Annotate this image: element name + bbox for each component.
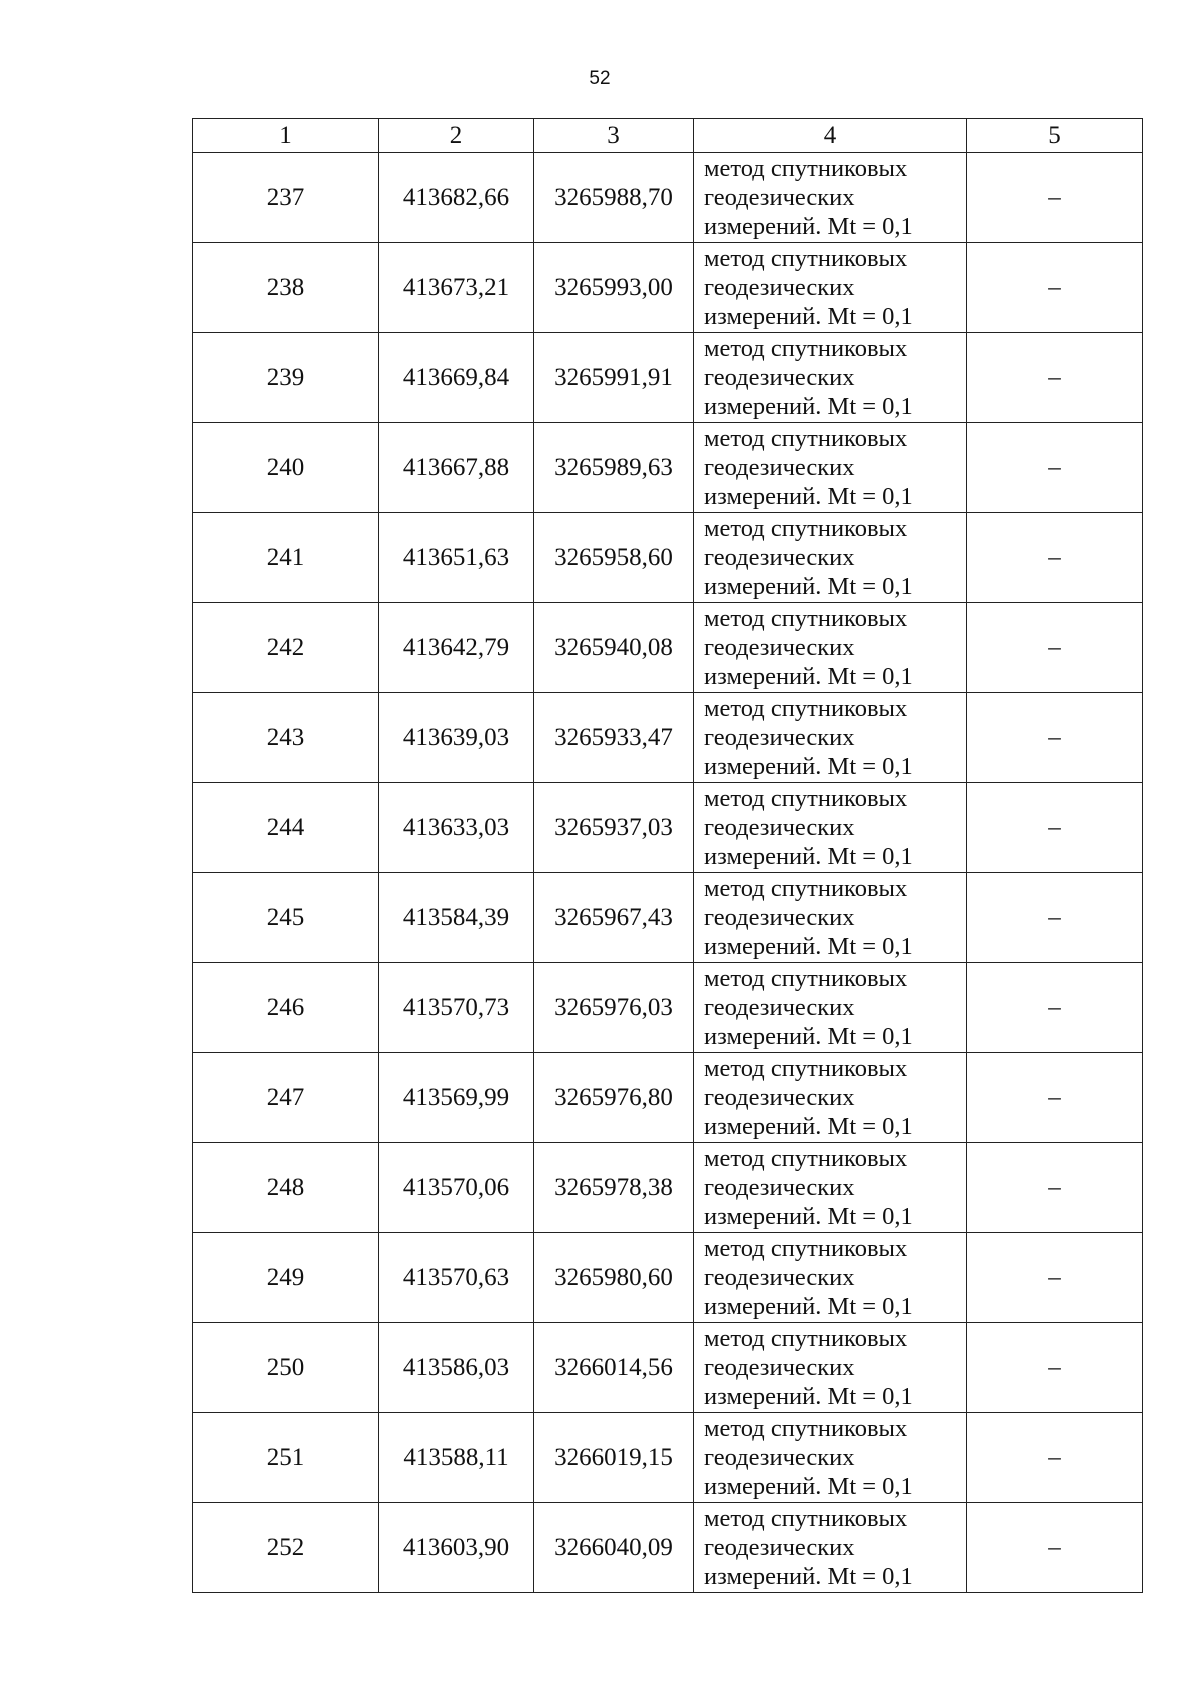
method-line: измерений. Mt = 0,1 [704,663,913,690]
point-number-cell: 246 [193,963,379,1053]
point-number-cell: 244 [193,783,379,873]
method-line: геодезических [704,1534,855,1561]
point-number-cell: 240 [193,423,379,513]
method-line: измерений. Mt = 0,1 [704,213,913,240]
header-col-2: 2 [379,119,534,153]
method-line: измерений. Mt = 0,1 [704,1293,913,1320]
y-coordinate-cell: 3265937,03 [534,783,694,873]
method-line: геодезических [704,544,855,571]
x-coordinate-cell: 413669,84 [379,333,534,423]
method-line: геодезических [704,1354,855,1381]
table-row [193,873,1143,963]
point-number-cell: 239 [193,333,379,423]
description-cell: – [967,693,1143,783]
description-cell: – [967,1053,1143,1143]
method-line: геодезических [704,1444,855,1471]
point-number-cell: 252 [193,1503,379,1593]
x-coordinate-cell: 413584,39 [379,873,534,963]
table-header [193,119,1143,153]
description-cell: – [967,1413,1143,1503]
point-number-cell: 241 [193,513,379,603]
method-line: метод спутниковых [704,245,908,272]
method-line: геодезических [704,634,855,661]
method-line: метод спутниковых [704,695,908,722]
method-cell [694,693,967,783]
point-number-cell: 245 [193,873,379,963]
point-number-cell: 249 [193,1233,379,1323]
y-coordinate-cell: 3265993,00 [534,243,694,333]
point-number-cell: 248 [193,1143,379,1233]
description-cell: – [967,1233,1143,1323]
coordinates-table [192,118,1143,1593]
method-cell [694,1053,967,1143]
method-line: измерений. Mt = 0,1 [704,1563,913,1590]
header-col-5: 5 [967,119,1143,153]
method-line: метод спутниковых [704,1415,908,1442]
description-cell: – [967,603,1143,693]
method-line: измерений. Mt = 0,1 [704,393,913,420]
point-number-cell: 243 [193,693,379,783]
method-line: метод спутниковых [704,425,908,452]
method-line: геодезических [704,454,855,481]
method-line: измерений. Mt = 0,1 [704,1113,913,1140]
method-line: метод спутниковых [704,1505,908,1532]
table-row [193,153,1143,243]
method-line: метод спутниковых [704,1145,908,1172]
method-line: геодезических [704,1084,855,1111]
table-row [193,1413,1143,1503]
method-line: измерений. Mt = 0,1 [704,1023,913,1050]
description-cell: – [967,1323,1143,1413]
method-line: метод спутниковых [704,1325,908,1352]
method-line: измерений. Mt = 0,1 [704,1383,913,1410]
method-line: метод спутниковых [704,1235,908,1262]
method-line: геодезических [704,364,855,391]
method-cell [694,963,967,1053]
x-coordinate-cell: 413651,63 [379,513,534,603]
method-cell [694,513,967,603]
header-col-3: 3 [534,119,694,153]
table-row [193,1233,1143,1323]
method-line: геодезических [704,1264,855,1291]
y-coordinate-cell: 3265958,60 [534,513,694,603]
method-cell [694,153,967,243]
x-coordinate-cell: 413570,06 [379,1143,534,1233]
table-row [193,1143,1143,1233]
x-coordinate-cell: 413570,73 [379,963,534,1053]
method-line: метод спутниковых [704,1055,908,1082]
x-coordinate-cell: 413673,21 [379,243,534,333]
x-coordinate-cell: 413570,63 [379,1233,534,1323]
y-coordinate-cell: 3265933,47 [534,693,694,783]
method-line: геодезических [704,724,855,751]
table-row [193,333,1143,423]
method-line: метод спутниковых [704,155,908,182]
point-number-cell: 247 [193,1053,379,1143]
method-cell [694,333,967,423]
method-line: измерений. Mt = 0,1 [704,843,913,870]
x-coordinate-cell: 413603,90 [379,1503,534,1593]
description-cell: – [967,783,1143,873]
method-line: геодезических [704,994,855,1021]
x-coordinate-cell: 413639,03 [379,693,534,783]
x-coordinate-cell: 413586,03 [379,1323,534,1413]
y-coordinate-cell: 3265988,70 [534,153,694,243]
y-coordinate-cell: 3265978,38 [534,1143,694,1233]
table-row [193,1053,1143,1143]
point-number-cell: 250 [193,1323,379,1413]
y-coordinate-cell: 3265940,08 [534,603,694,693]
method-line: геодезических [704,1174,855,1201]
method-cell [694,243,967,333]
table-row [193,1503,1143,1593]
point-number-cell: 237 [193,153,379,243]
point-number-cell: 242 [193,603,379,693]
y-coordinate-cell: 3266040,09 [534,1503,694,1593]
point-number-cell: 238 [193,243,379,333]
method-line: измерений. Mt = 0,1 [704,483,913,510]
table-row [193,783,1143,873]
y-coordinate-cell: 3266014,56 [534,1323,694,1413]
method-cell [694,873,967,963]
method-line: измерений. Mt = 0,1 [704,1203,913,1230]
method-line: измерений. Mt = 0,1 [704,303,913,330]
method-cell [694,1503,967,1593]
description-cell: – [967,423,1143,513]
x-coordinate-cell: 413667,88 [379,423,534,513]
method-line: метод спутниковых [704,515,908,542]
page-number: 52 [589,68,611,89]
table-row [193,603,1143,693]
table-row [193,1323,1143,1413]
y-coordinate-cell: 3265976,80 [534,1053,694,1143]
description-cell: – [967,873,1143,963]
method-line: измерений. Mt = 0,1 [704,933,913,960]
x-coordinate-cell: 413633,03 [379,783,534,873]
method-line: измерений. Mt = 0,1 [704,573,913,600]
description-cell: – [967,1143,1143,1233]
method-line: измерений. Mt = 0,1 [704,1473,913,1500]
x-coordinate-cell: 413569,99 [379,1053,534,1143]
method-line: метод спутниковых [704,785,908,812]
method-cell [694,1233,967,1323]
table-row [193,963,1143,1053]
description-cell: – [967,153,1143,243]
method-line: метод спутниковых [704,875,908,902]
table-body [193,153,1143,1593]
header-col-4: 4 [694,119,967,153]
y-coordinate-cell: 3265967,43 [534,873,694,963]
x-coordinate-cell: 413588,11 [379,1413,534,1503]
description-cell: – [967,513,1143,603]
y-coordinate-cell: 3265989,63 [534,423,694,513]
x-coordinate-cell: 413642,79 [379,603,534,693]
method-line: метод спутниковых [704,605,908,632]
table-row [193,243,1143,333]
method-cell [694,783,967,873]
method-line: геодезических [704,814,855,841]
method-line: геодезических [704,274,855,301]
x-coordinate-cell: 413682,66 [379,153,534,243]
method-cell [694,1143,967,1233]
header-row [193,119,1143,153]
method-line: метод спутниковых [704,335,908,362]
method-cell [694,423,967,513]
y-coordinate-cell: 3265980,60 [534,1233,694,1323]
method-line: измерений. Mt = 0,1 [704,753,913,780]
method-line: метод спутниковых [704,965,908,992]
description-cell: – [967,243,1143,333]
table-row [193,423,1143,513]
description-cell: – [967,1503,1143,1593]
method-line: геодезических [704,904,855,931]
y-coordinate-cell: 3265976,03 [534,963,694,1053]
y-coordinate-cell: 3266019,15 [534,1413,694,1503]
point-number-cell: 251 [193,1413,379,1503]
table-row [193,693,1143,783]
header-col-1: 1 [193,119,379,153]
method-cell [694,603,967,693]
description-cell: – [967,963,1143,1053]
description-cell: – [967,333,1143,423]
method-cell [694,1323,967,1413]
method-cell [694,1413,967,1503]
table-row [193,513,1143,603]
y-coordinate-cell: 3265991,91 [534,333,694,423]
method-line: геодезических [704,184,855,211]
